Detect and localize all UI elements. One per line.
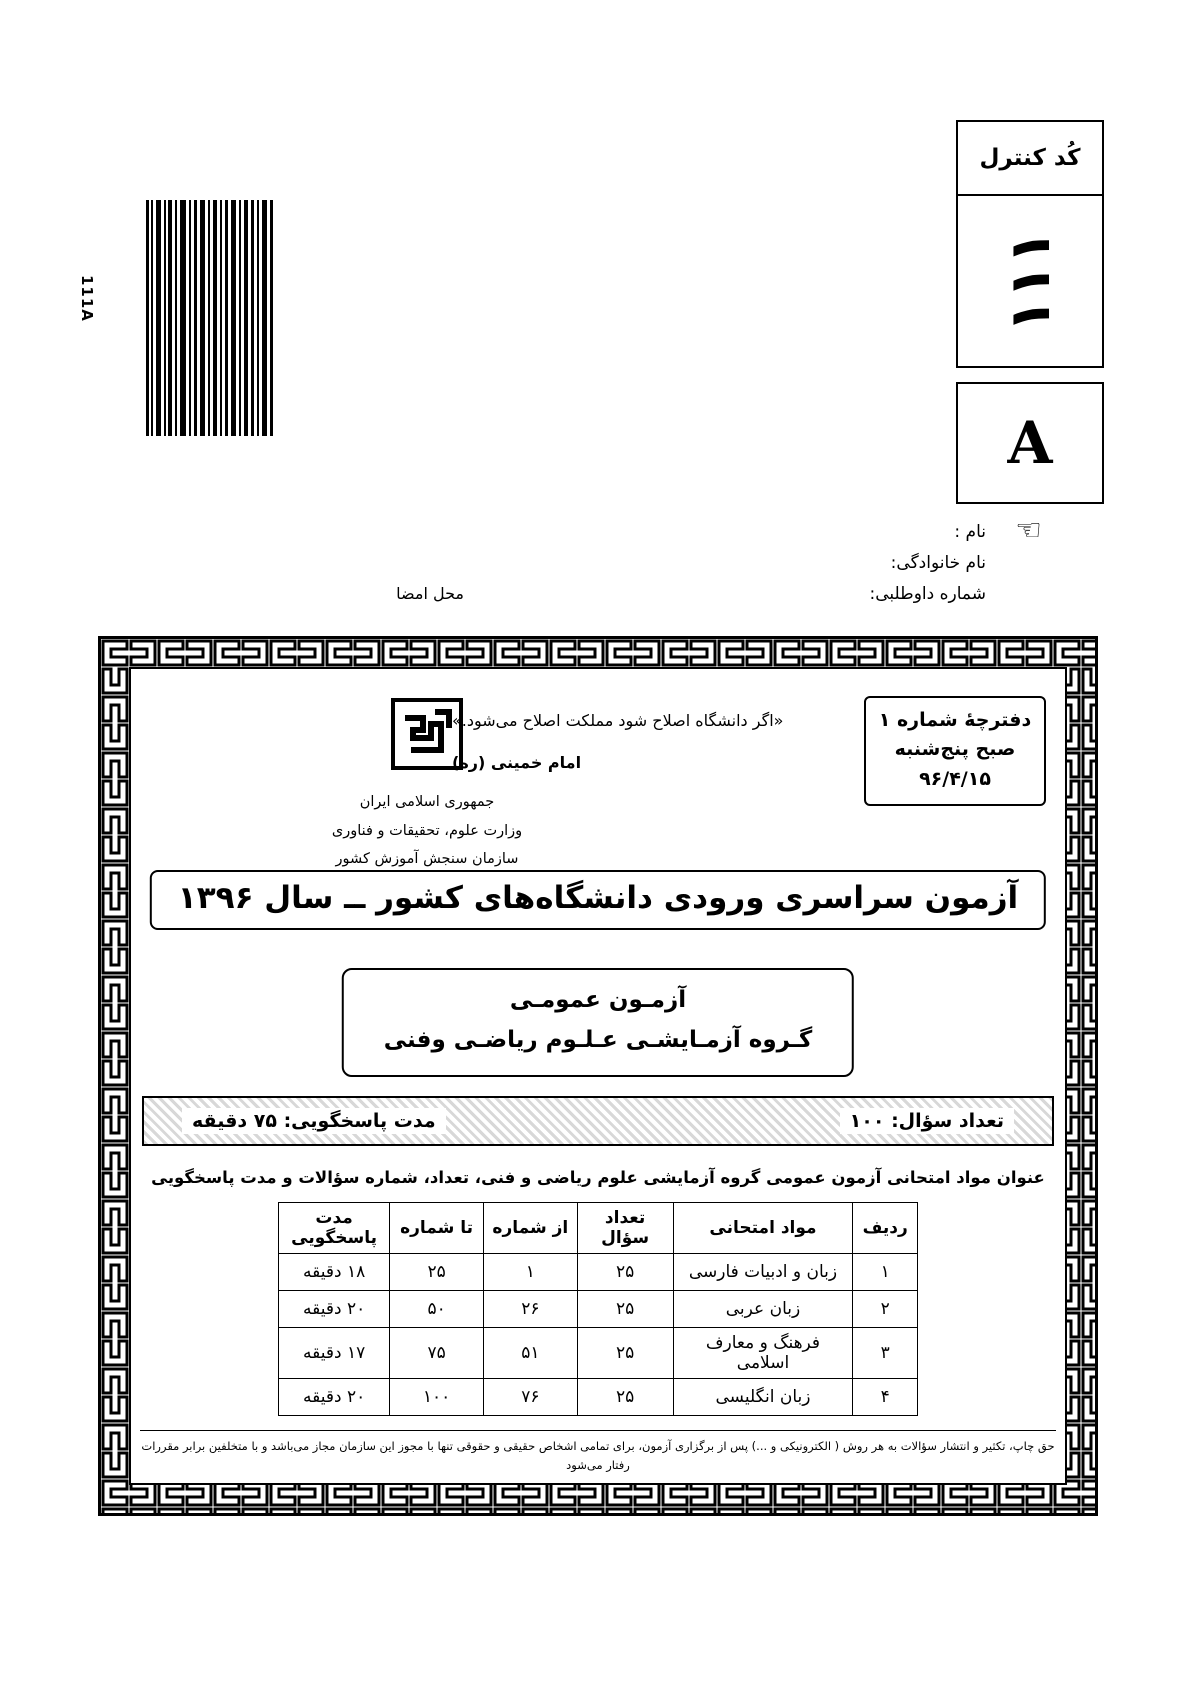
cell-duration: ۲۰ دقیقه (279, 1291, 390, 1328)
cell-duration: ۱۸ دقیقه (279, 1254, 390, 1291)
exam-group: گـروه آزمـایشـی عـلـوم ریاضـی وفنی (383, 1027, 813, 1054)
cell-question-count: ۲۵ (577, 1291, 673, 1328)
booklet-date: ۹۶/۴/۱۵ (919, 767, 991, 790)
cell-question-count: ۲۵ (577, 1254, 673, 1291)
cell-to-number: ۱۰۰ (390, 1379, 484, 1416)
th-to-number: تا شماره (390, 1203, 484, 1254)
control-code-letter: A (956, 382, 1104, 504)
table-row (279, 1291, 918, 1328)
cell-subject: زبان عربی (673, 1291, 853, 1328)
cell-subject: زبان و ادبیات فارسی (673, 1254, 853, 1291)
th-row-number: ردیف (853, 1203, 918, 1254)
sanjesh-logo-icon (391, 698, 463, 770)
subjects-table (278, 1202, 918, 1416)
cell-row-number: ۳ (853, 1328, 918, 1379)
organization-block (262, 698, 592, 873)
subjects-table-heading: عنوان مواد امتحانی آزمون عمومی گروه آزمایشی علوم ریاضی و فنی، تعداد، شماره سؤالات و مدت پاسخگویی (151, 1168, 1045, 1187)
cell-subject: زبان انگلیسی (673, 1379, 853, 1416)
booklet-stamp (864, 696, 1046, 806)
cell-duration: ۲۰ دقیقه (279, 1379, 390, 1416)
th-from-number: از شماره (483, 1203, 577, 1254)
cell-from-number: ۱ (483, 1254, 577, 1291)
cell-question-count: ۲۵ (577, 1379, 673, 1416)
control-code-box (956, 120, 1104, 504)
signature-area-label: محل امضا (396, 584, 464, 603)
family-field-label: نام خانوادگی: (890, 553, 986, 573)
cell-to-number: ۵۰ (390, 1291, 484, 1328)
cell-from-number: ۲۶ (483, 1291, 577, 1328)
cell-duration: ۱۷ دقیقه (279, 1328, 390, 1379)
control-code-number (956, 196, 1104, 368)
candidate-id-field-label: شماره داوطلبی: (869, 584, 986, 604)
table-row (279, 1328, 918, 1379)
table-row (279, 1379, 918, 1416)
org-line-1: جمهوری اسلامی ایران (359, 794, 495, 811)
cell-row-number: ۴ (853, 1379, 918, 1416)
org-line-2: وزارت علوم، تحقیقات و فناوری (331, 822, 523, 839)
org-line-3: سازمان سنجش آموزش کشور (335, 850, 519, 867)
table-header-row (279, 1203, 918, 1254)
booklet-session: صبح پنج‌شنبه (894, 738, 1016, 761)
exam-counts-bar (142, 1096, 1054, 1146)
booklet-number: دفترچۀ شماره ۱ (878, 709, 1032, 731)
cell-row-number: ۱ (853, 1254, 918, 1291)
exam-type: آزمـون عمومـی (509, 987, 687, 1013)
barcode-image (146, 200, 274, 436)
cell-to-number: ۷۵ (390, 1328, 484, 1379)
pointing-hand-icon: ☜ (1015, 513, 1042, 548)
barcode-label: 111A (78, 275, 96, 322)
cell-question-count: ۲۵ (577, 1328, 673, 1379)
cell-row-number: ۲ (853, 1291, 918, 1328)
answer-duration: مدت پاسخگویی: ۷۵ دقیقه (182, 1108, 446, 1134)
table-row (279, 1254, 918, 1291)
quote-text: «اگر دانشگاه اصلاح شود مملکت اصلاح می‌شود.» (452, 711, 784, 730)
exam-sub-title (342, 968, 854, 1077)
th-question-count: تعداد سؤال (577, 1203, 673, 1254)
barcode (146, 200, 274, 436)
control-code-number-value: ۱۱۱ (997, 229, 1063, 333)
th-duration: مدت پاسخگویی (279, 1203, 390, 1254)
cell-from-number: ۷۶ (483, 1379, 577, 1416)
cell-subject: فرهنگ و معارف اسلامی (673, 1328, 853, 1379)
cover-content (134, 672, 1062, 1480)
quote-attribution: امام خمینی (ره) (452, 752, 582, 772)
candidate-fields (94, 513, 1104, 616)
th-subject: مواد امتحانی (673, 1203, 853, 1254)
copyright-note: حق چاپ، تکثیر و انتشار سؤالات به هر روش ( الکترونیکی و ...) پس از برگزاری آزمون، برای تمامی اشخاص حقیقی و حقوقی تنها با مجوز این سازمان مجاز می‌باشد و با متخلفین برابر مقررات رفتار می‌شود (140, 1430, 1056, 1474)
exam-main-title: آزمون سراسری ورودی دانشگاه‌های کشور ــ سال ۱۳۹۶ (150, 870, 1046, 930)
name-field-label: نام : (954, 522, 986, 542)
cell-to-number: ۲۵ (390, 1254, 484, 1291)
exam-cover-panel (98, 636, 1098, 1516)
question-count: تعداد سؤال: ۱۰۰ (840, 1108, 1014, 1134)
cell-from-number: ۵۱ (483, 1328, 577, 1379)
control-code-title: کُد کنترل (956, 120, 1104, 196)
